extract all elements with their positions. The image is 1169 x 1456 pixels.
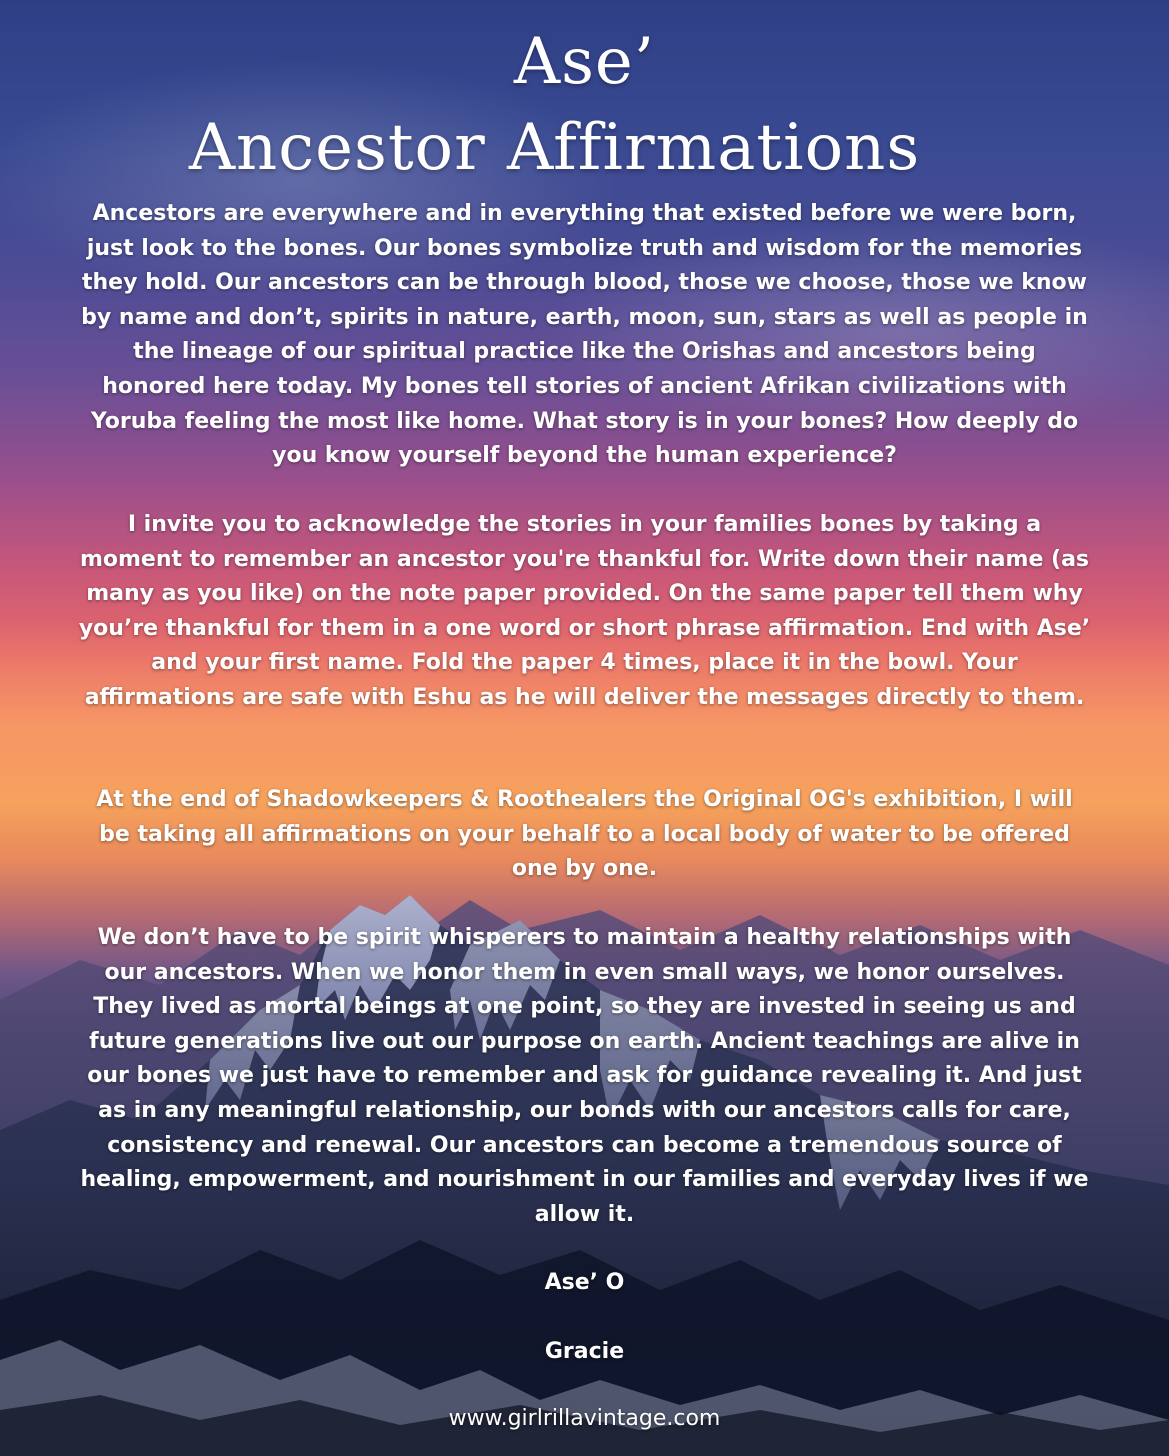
paragraph-invitation: I invite you to acknowledge the stories in your families bones by taking a moment to remember an ancestor you're thankful for. Write down their name (as many as you like) on the note paper provided. On the same paper tell them why you’re thankful for them in a one word or short phrase affirmation. End with Ase’ and your first name. Fold the paper 4 times, place it in the bowl. Your affirmations are safe with Eshu as he will deliver the messages directly to them.	[78, 512, 1091, 710]
title-line-1: Ase’	[513, 25, 656, 99]
website-url: www.girlrillavintage.com	[448, 1406, 721, 1431]
signoff-blessing: Ase’ O	[544, 1270, 625, 1295]
paragraph-ancestors-intro: Ancestors are everywhere and in everything that existed before we were born, just look to the bones. Our bones symbolize truth and wisdom for the memories they hold. Our ancestors can be through blood, those we choose, those we know by name and don’t, spirits in nature, earth, moon, sun, stars as well as people in the lineage of our spiritual practice like the Orishas and ancestors being honored here today. My bones tell stories of ancient Afrikan civilizations with Yoruba feeling the most like home. What story is in your bones? How deeply do you know yourself beyond the human experience?	[81, 201, 1088, 469]
paragraph-exhibition: At the end of Shadowkeepers & Roothealers the Original OG's exhibition, I will be taking all affirmations on your behalf to a local body of water to be offered one by one.	[96, 787, 1073, 882]
title-line-2: Ancestor Affirmations	[188, 111, 921, 185]
signoff-name: Gracie	[544, 1339, 625, 1364]
paragraph-relationships: We don’t have to be spirit whisperers to maintain a healthy relationships with our ancestors. When we honor them in even small ways, we honor ourselves. They lived as mortal beings at one point, so they are invested in seeing us and future generations live out our purpose on earth. Ancient teachings are alive in our bones we just have to remember and ask for guidance revealing it. And just as in any meaningful relationship, our bonds with our ancestors calls for care, consistency and renewal. Our ancestors can become a tremendous source of healing, empowerment, and nourishment in our families and everyday lives if we allow it.	[80, 925, 1089, 1227]
